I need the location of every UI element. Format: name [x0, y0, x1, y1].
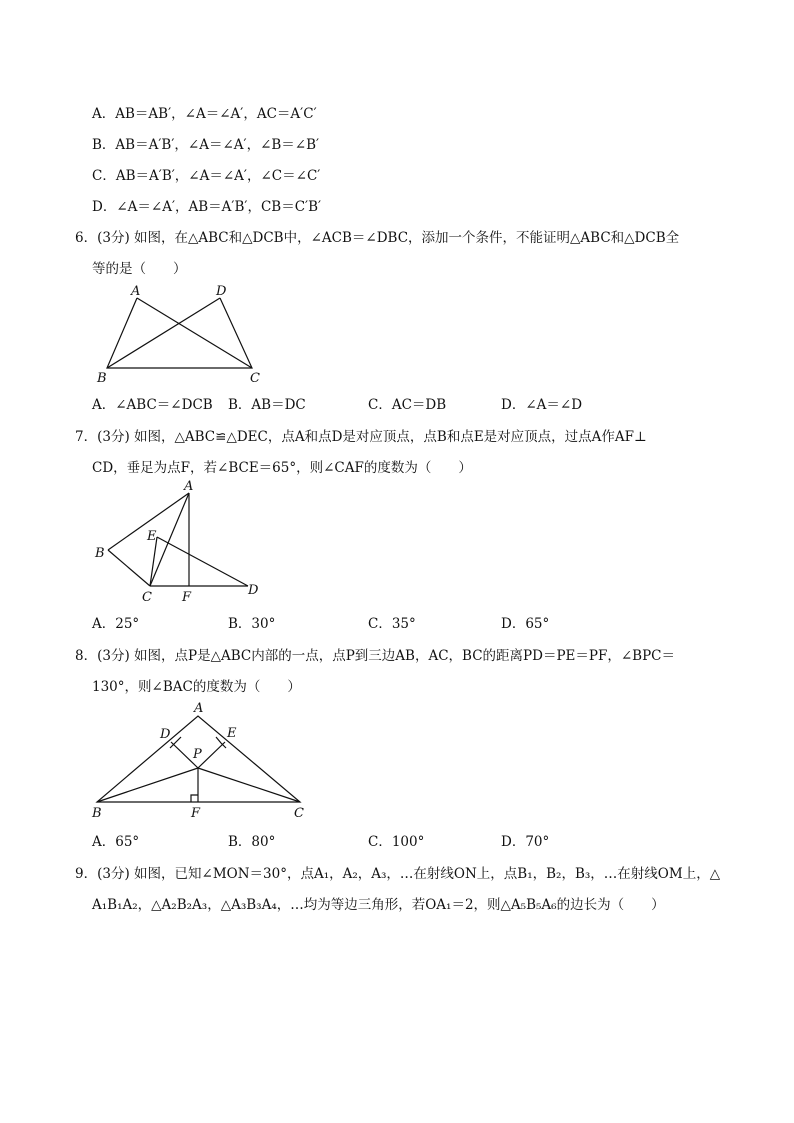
q7-label-b: B	[95, 546, 105, 561]
q8-segment-pc	[198, 768, 300, 802]
q6-label-d: D	[216, 284, 227, 299]
q7-option-b: B．30°	[228, 616, 276, 632]
q5-option-c: C．AB＝A′B′，∠A＝∠A′，∠C＝∠C′	[92, 168, 321, 184]
q8-label-c: C	[294, 806, 304, 821]
q7-option-d: D．65°	[501, 616, 550, 632]
q7-label-a: A	[184, 479, 194, 494]
q6-option-c: C．AC＝DB	[368, 397, 447, 413]
q7-option-c: C．35°	[368, 616, 416, 632]
q7-label-f: F	[182, 590, 192, 605]
q6-option-d: D．∠A＝∠D	[501, 397, 583, 413]
q6-label-b: B	[97, 371, 107, 386]
q7-option-a: A．25°	[92, 616, 140, 632]
q8-option-a: A．65°	[92, 834, 140, 850]
q8-right-angle-f	[191, 795, 198, 802]
q6-label-a: A	[131, 284, 141, 299]
q7-label-d: D	[248, 583, 259, 598]
q9-stem-line2: A₁B₁A₂，△A₂B₂A₃，△A₃B₃A₄，…均为等边三角形，若OA₁＝2，则△A₅B₅A₆的边长为（ ）	[92, 897, 665, 913]
q5-option-a: A．AB＝AB′，∠A＝∠A′，AC＝A′C′	[92, 106, 317, 122]
q6-option-a: A．∠ABC＝∠DCB	[92, 397, 213, 413]
q8-segment-pb	[97, 768, 198, 802]
q8-label-f: F	[191, 806, 201, 821]
q6-stem-line2: 等的是（ ）	[92, 261, 187, 277]
q8-option-c: C．100°	[368, 834, 425, 850]
q8-segment-pe	[198, 742, 225, 768]
q7-stem-line2: CD，垂足为点F，若∠BCE＝65°，则∠CAF的度数为（ ）	[92, 460, 472, 476]
q8-label-a: A	[194, 701, 204, 716]
q6-stem-line1: 6．(3分) 如图，在△ABC和△DCB中，∠ACB＝∠DBC，添加一个条件，不能证明△ABC和△DCB全	[75, 230, 680, 246]
q7-label-e: E	[147, 529, 157, 544]
q7-label-c: C	[142, 590, 152, 605]
q5-option-b: B．AB＝A′B′，∠A＝∠A′，∠B＝∠B′	[92, 137, 320, 153]
q8-option-b: B．80°	[228, 834, 276, 850]
q6-option-b: B．AB＝DC	[228, 397, 306, 413]
q8-label-b: B	[92, 806, 102, 821]
q8-label-p: P	[193, 747, 202, 762]
q5-option-d: D．∠A＝∠A′，AB＝A′B′，CB＝C′B′	[92, 199, 322, 215]
q8-stem-line1: 8．(3分) 如图，点P是△ABC内部的一点，点P到三边AB，AC，BC的距离PD＝PE＝PF，∠BPC＝	[75, 648, 675, 664]
q8-options	[92, 830, 732, 850]
q9-stem-line1: 9．(3分) 如图，已知∠MON＝30°，点A₁，A₂，A₃，…在射线ON上，点B₁，B₂，B₃，…在射线OM上，△	[75, 866, 721, 882]
q8-label-d: D	[160, 727, 171, 742]
q8-stem-line2: 130°，则∠BAC的度数为（ ）	[92, 679, 301, 695]
q6-label-c: C	[250, 371, 260, 386]
q8-label-e: E	[227, 726, 237, 741]
q7-stem-line1: 7．(3分) 如图，△ABC≌△DEC，点A和点D是对应顶点，点B和点E是对应顶点，过点A作AF⊥	[75, 429, 647, 445]
q8-option-d: D．70°	[501, 834, 550, 850]
